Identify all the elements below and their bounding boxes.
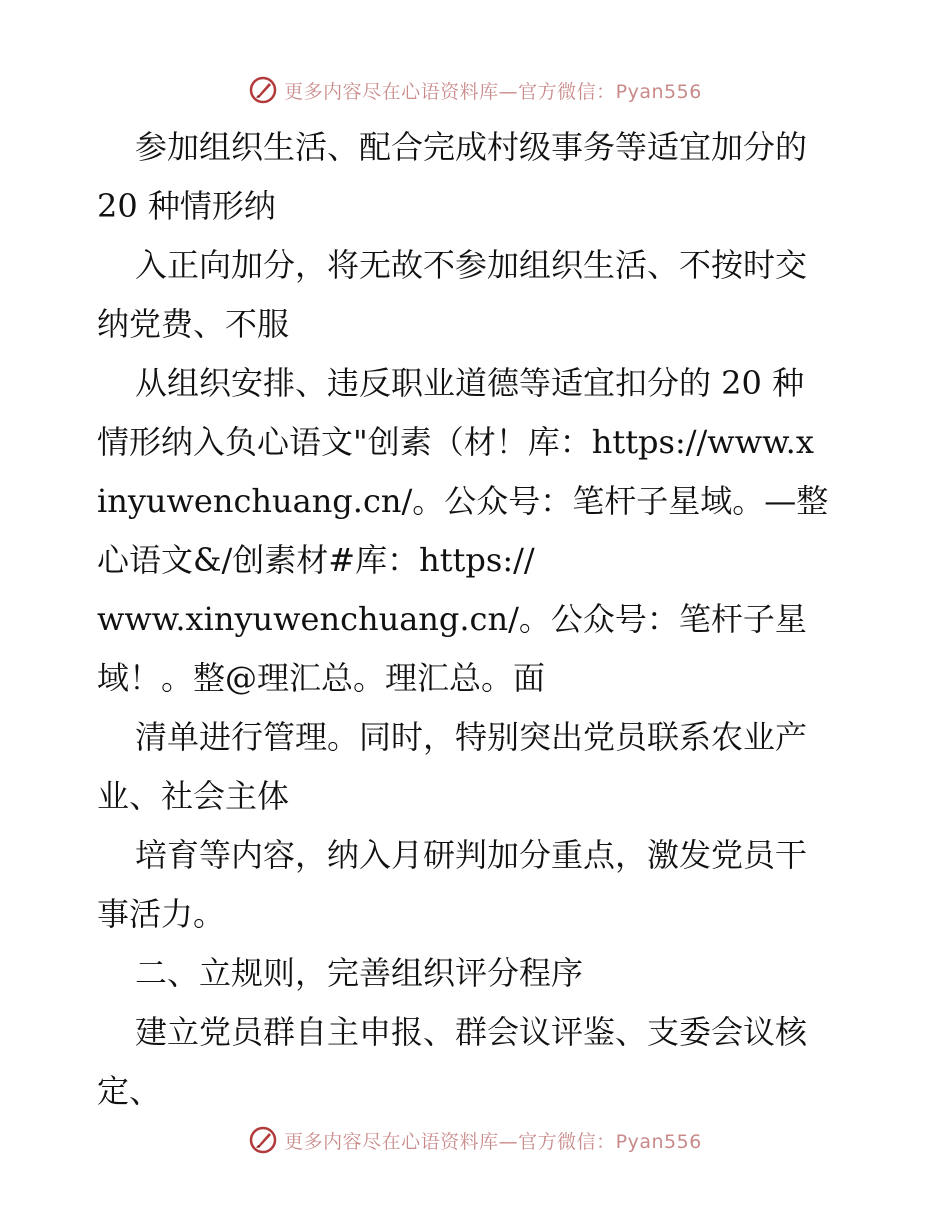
quill-pen-logo-icon	[248, 75, 278, 105]
text-line: 纳党费、不服	[97, 305, 290, 343]
footer-watermark	[0, 1120, 950, 1160]
header-watermark-text: 更多内容尽在心语资料库—官方微信：Pyan556	[284, 80, 702, 103]
quill-pen-logo-icon	[248, 1125, 278, 1155]
text-line: 情形纳入负心语文"创素（材！库：https://www.x	[97, 423, 814, 461]
text-line: 域！。整@理汇总。理汇总。面	[97, 659, 546, 697]
text-line: 参加组织生活、配合完成村级事务等适宜加分的	[135, 128, 808, 166]
text-line: 入正向加分，将无故不参加组织生活、不按时交	[135, 246, 808, 284]
text-line: 培育等内容，纳入月研判加分重点，激发党员干	[135, 836, 808, 874]
footer-watermark-text: 更多内容尽在心语资料库—官方微信：Pyan556	[284, 1130, 702, 1153]
document-body	[97, 118, 857, 1121]
text-line: 清单进行管理。同时，特别突出党员联系农业产	[135, 718, 808, 756]
header-watermark	[0, 70, 950, 110]
text-line: 20 种情形纳	[97, 187, 276, 225]
text-line: 心语文&/创素材#库：https://	[97, 541, 535, 579]
text-line: 定、	[97, 1072, 162, 1110]
text-line: 事活力。	[97, 895, 226, 933]
text-line: 从组织安排、违反职业道德等适宜扣分的 20 种	[135, 364, 805, 402]
section-heading: 二、立规则，完善组织评分程序	[135, 954, 584, 992]
text-line: 业、社会主体	[97, 777, 290, 815]
text-line: www.xinyuwenchuang.cn/。公众号：笔杆子星	[97, 600, 807, 638]
text-line: inyuwenchuang.cn/。公众号：笔杆子星域。—整	[97, 482, 829, 520]
text-line: 建立党员群自主申报、群会议评鉴、支委会议核	[135, 1013, 808, 1051]
